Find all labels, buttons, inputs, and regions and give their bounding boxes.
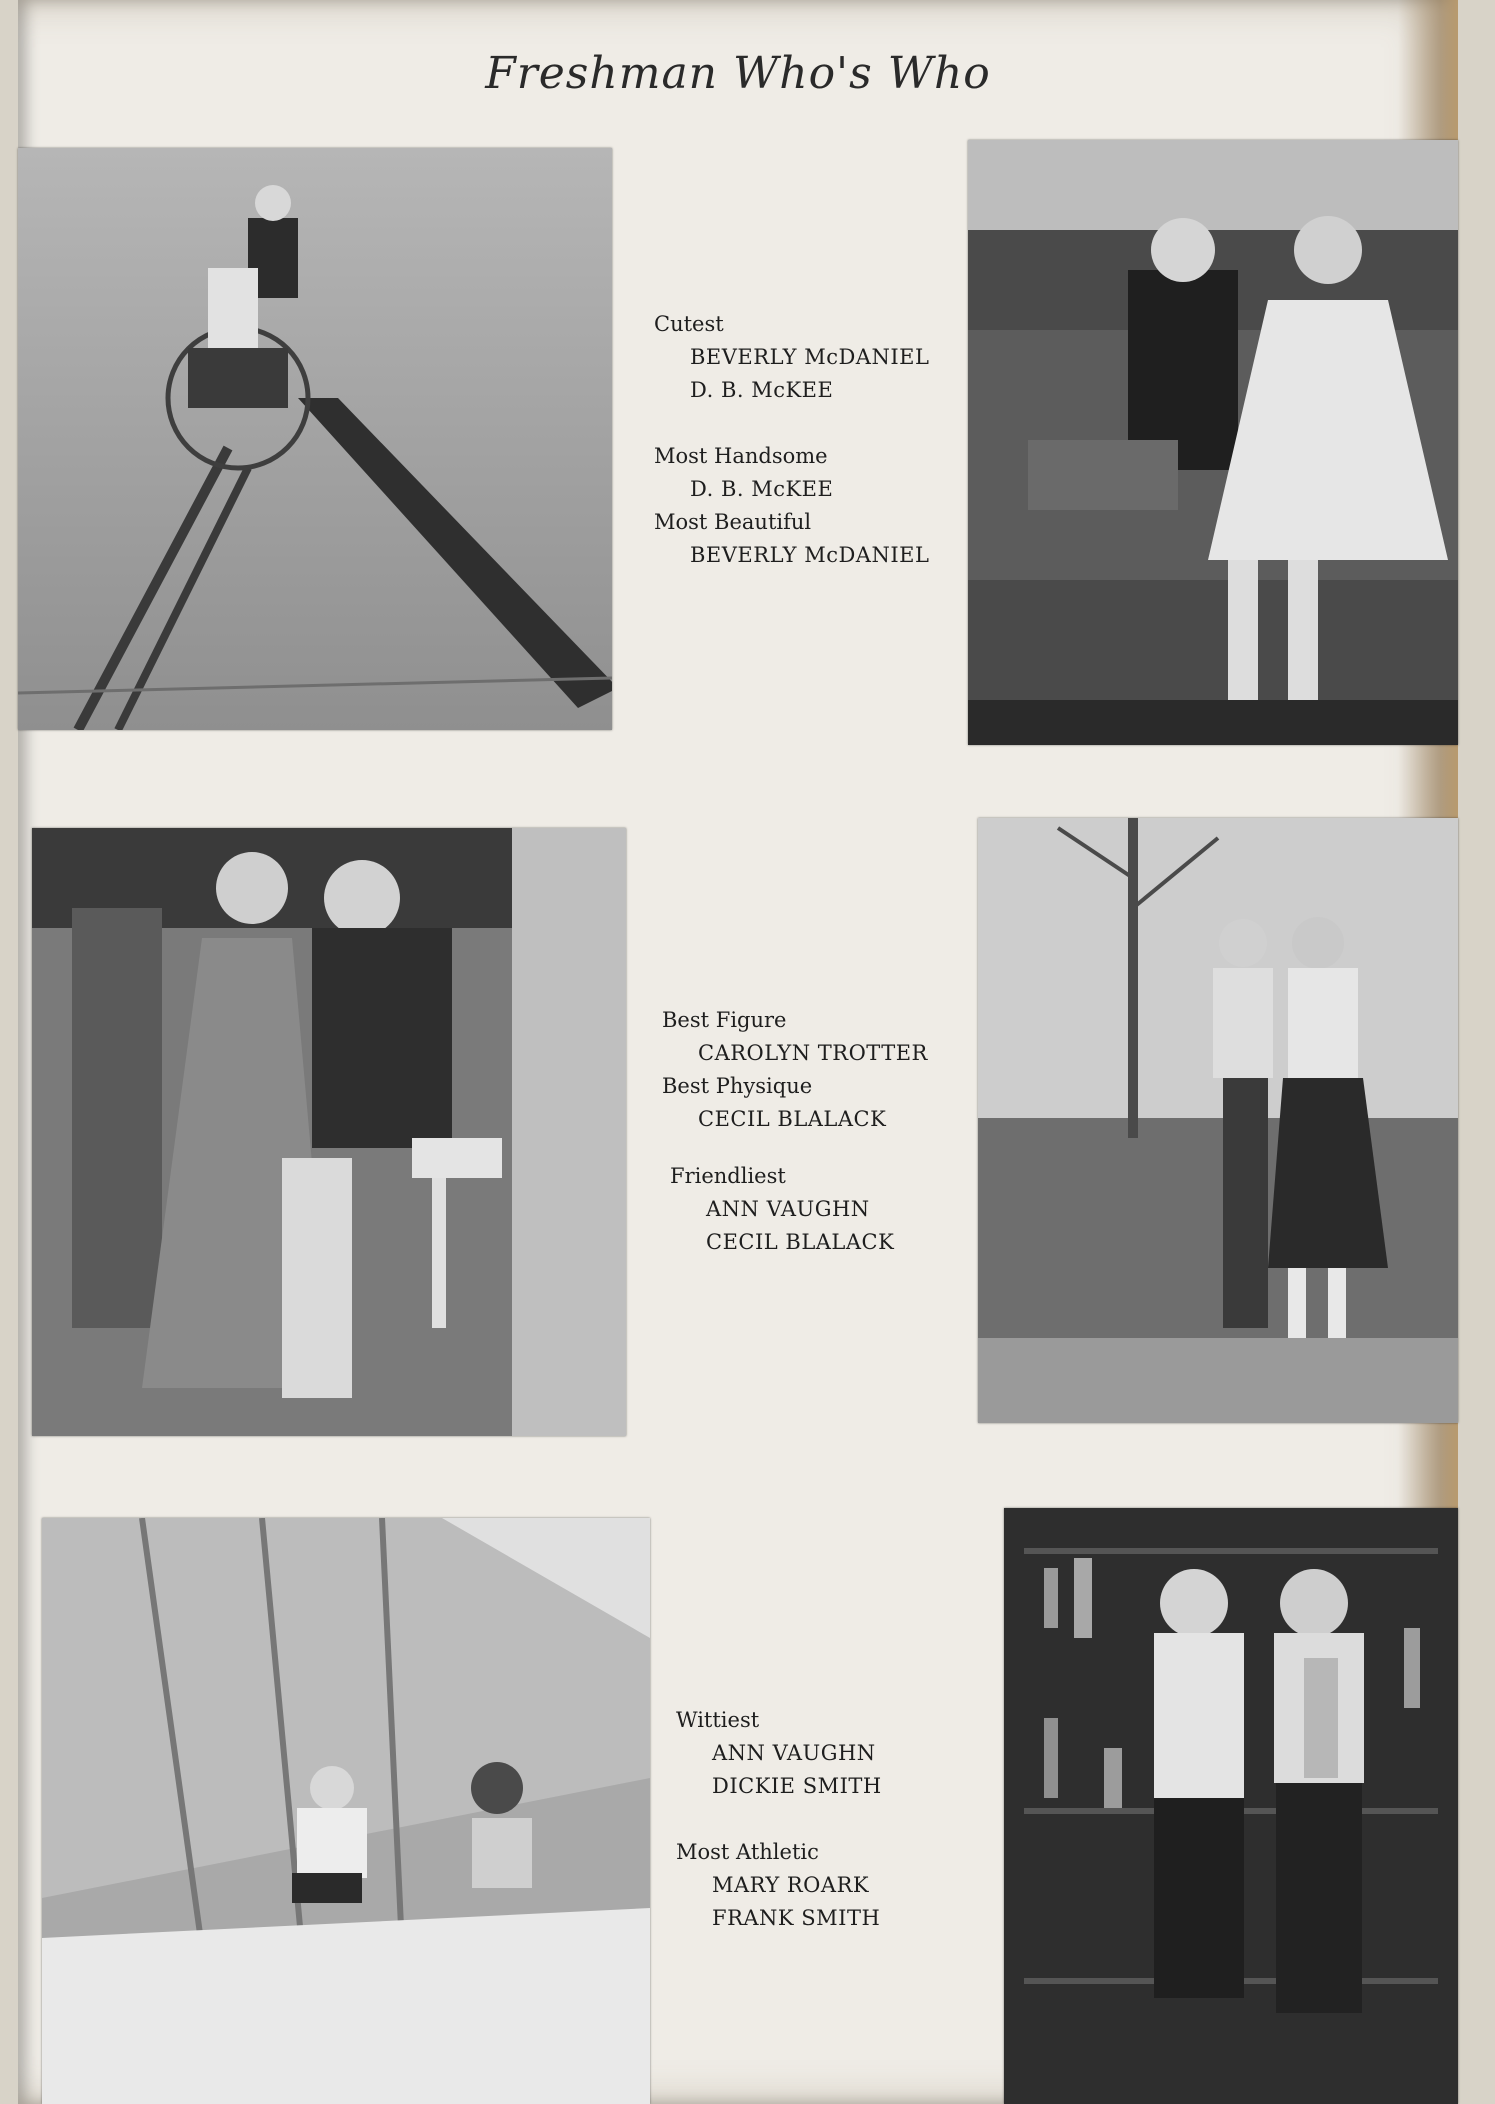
category-label: Best Physique <box>662 1074 813 1098</box>
student-name: D. B. McKEE <box>690 378 834 402</box>
caption-block-1 <box>654 308 929 572</box>
photo-trophy <box>1004 1508 1458 2104</box>
student-name: ANN VAUGHN <box>712 1741 876 1765</box>
student-name: BEVERLY McDANIEL <box>690 543 930 567</box>
student-name: MARY ROARK <box>712 1873 870 1897</box>
caption-block-3 <box>676 1704 882 1935</box>
category-label: Best Figure <box>662 1008 787 1032</box>
photo-couple-outdoors <box>978 818 1458 1423</box>
student-name: CECIL BLALACK <box>698 1107 887 1131</box>
photo-sink <box>32 828 626 1436</box>
category-label: Cutest <box>654 312 724 336</box>
category-label: Most Beautiful <box>654 510 812 534</box>
category-label: Most Handsome <box>654 444 828 468</box>
category-label: Most Athletic <box>676 1840 819 1864</box>
student-name: DICKIE SMITH <box>712 1774 882 1798</box>
student-name: CAROLYN TROTTER <box>698 1041 928 1065</box>
student-name: CECIL BLALACK <box>706 1230 895 1254</box>
photo-attic <box>42 1518 650 2104</box>
page-title: Freshman Who's Who <box>485 48 991 99</box>
student-name: FRANK SMITH <box>712 1906 881 1930</box>
photo-couple-sofa <box>968 140 1458 745</box>
student-name: D. B. McKEE <box>690 477 834 501</box>
yearbook-page <box>18 0 1458 2104</box>
student-name: ANN VAUGHN <box>706 1197 870 1221</box>
photo-slide <box>18 148 612 730</box>
category-label: Friendliest <box>670 1164 786 1188</box>
student-name: BEVERLY McDANIEL <box>690 345 930 369</box>
category-label: Wittiest <box>676 1708 760 1732</box>
caption-block-2 <box>662 1004 928 1259</box>
